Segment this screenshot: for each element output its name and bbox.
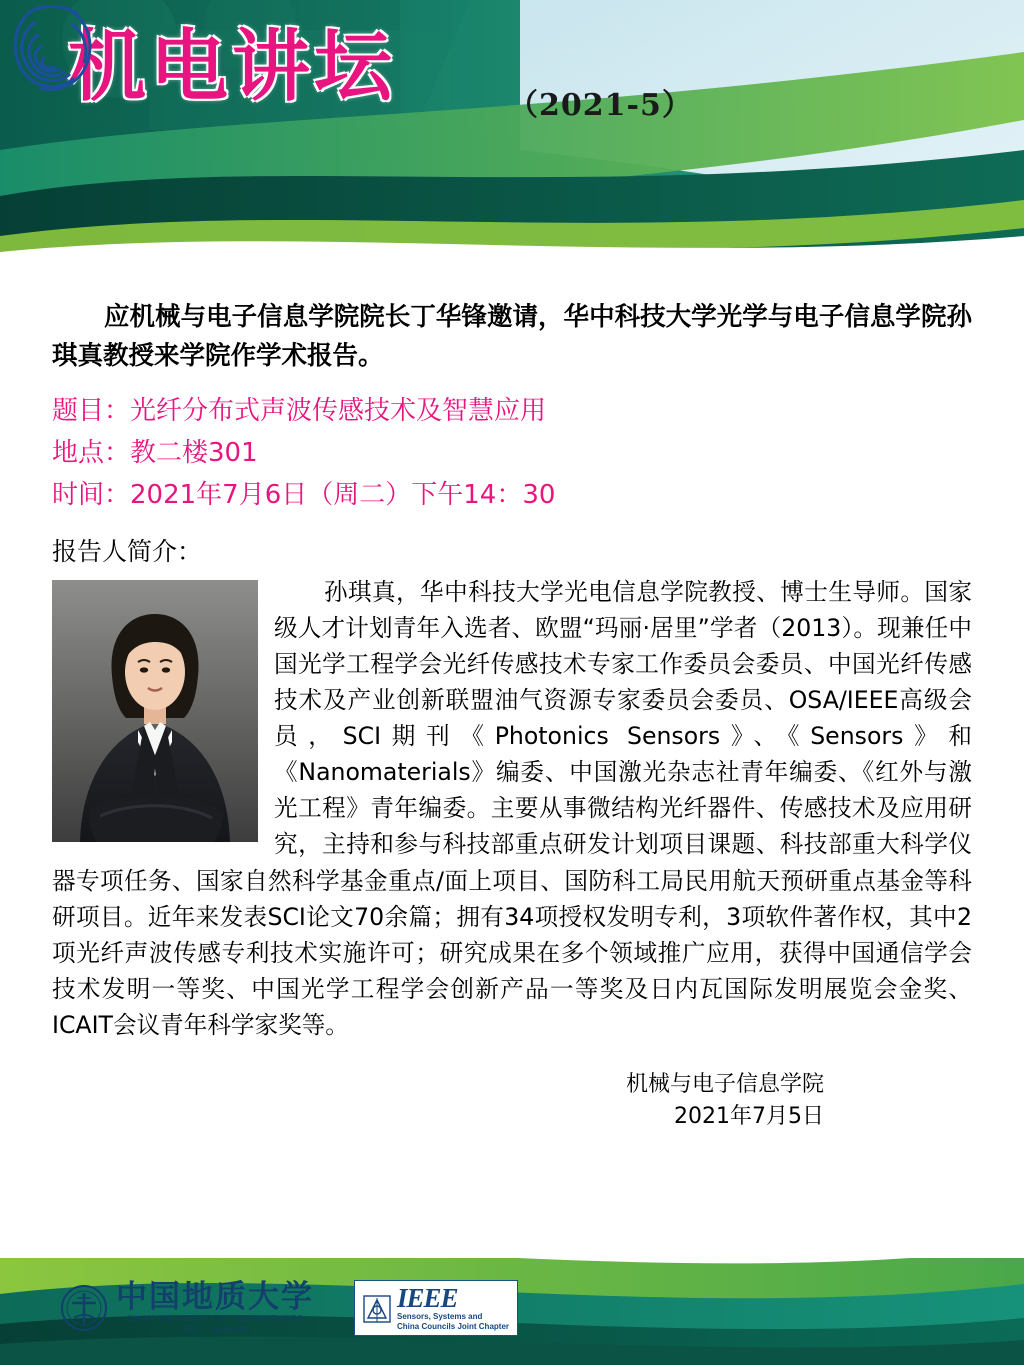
cug-name-cn: 中国地质大学 xyxy=(116,1278,314,1315)
forum-title: 机电讲坛 xyxy=(68,22,397,112)
bio-text-block xyxy=(52,574,972,1043)
ieee-subtitle-line1: Sensors, Systems and xyxy=(397,1312,483,1321)
cug-logo xyxy=(60,1278,314,1336)
cug-name-en: CHINA UNIVERSITY OF GEOSCIENCES xyxy=(126,1313,304,1324)
notice-body xyxy=(0,268,1024,1258)
signature-block xyxy=(52,1069,972,1133)
65-anniversary-icon xyxy=(0,0,110,118)
footer-banner xyxy=(0,1258,1024,1365)
speaker-portrait xyxy=(52,580,258,842)
ieee-subtitle-line2: China Councils Joint Chapter xyxy=(397,1322,510,1331)
edition-label: （2021-5） xyxy=(508,88,693,123)
ieee-wordmark: IEEE xyxy=(397,1283,458,1313)
header-banner xyxy=(0,0,1024,268)
invitation-paragraph: 应机械与电子信息学院院长丁华锋邀请，华中科技大学光学与电子信息学院孙琪真教授来学院作学术报告。 xyxy=(52,302,972,371)
field-location: 地点：教二楼301 xyxy=(52,437,258,468)
field-topic: 题目：光纤分布式声波传感技术及智慧应用 xyxy=(52,395,547,426)
cug-campus-en: 武汉 · WUHAN xyxy=(183,1324,247,1335)
footer-logo-group xyxy=(60,1280,518,1336)
field-time: 时间：2021年7月6日（周二）下午14：30 xyxy=(52,479,556,510)
university-crest-icon xyxy=(60,1284,108,1332)
signature-organization: 机械与电子信息学院 xyxy=(625,1072,824,1098)
signature-date: 2021年7月5日 xyxy=(674,1103,824,1129)
portrait-illustration xyxy=(52,580,258,842)
bio-paragraph: 孙琪真，华中科技大学光电信息学院教授、博士生导师。国家级人才计划青年入选者、欧盟“玛丽·居里”学者（2013）。现兼任中国光学工程学会光纤传感技术专家工作委员会委员、中国光纤传感技术及产业创新联盟油气资源专家委员会委员、OSA/IEEE高级会员，SCI期刊《Photonics Sensors》、《Sensors》和《Nanomaterials》编委、中国激光杂志社青年编委、《红外与激光工程》青年编委。主要从事微结构光纤器件、传感技术及应用研究，主持和参与科技部重点研发计划项目课题、科技部重大科学仪器专项任务、国家自然科学基金重点/面上项目、国防科工局民用航天预研重点基金等科研项目。近年来发表SCI论文70余篇；拥有34项授权发明专利，3项软件著作权，其中2项光纤声波传感专利技术实施许可；研究成果在多个领域推广应用，获得中国通信学会技术发明一等奖、中国光学工程学会创新产品一等奖及日内瓦国际发明展览会金奖、ICAIT会议青年科学家奖等。 xyxy=(52,577,972,1039)
ieee-emblem-icon xyxy=(363,1295,391,1323)
ieee-logo xyxy=(354,1280,518,1336)
bio-heading: 报告人简介： xyxy=(52,536,203,566)
